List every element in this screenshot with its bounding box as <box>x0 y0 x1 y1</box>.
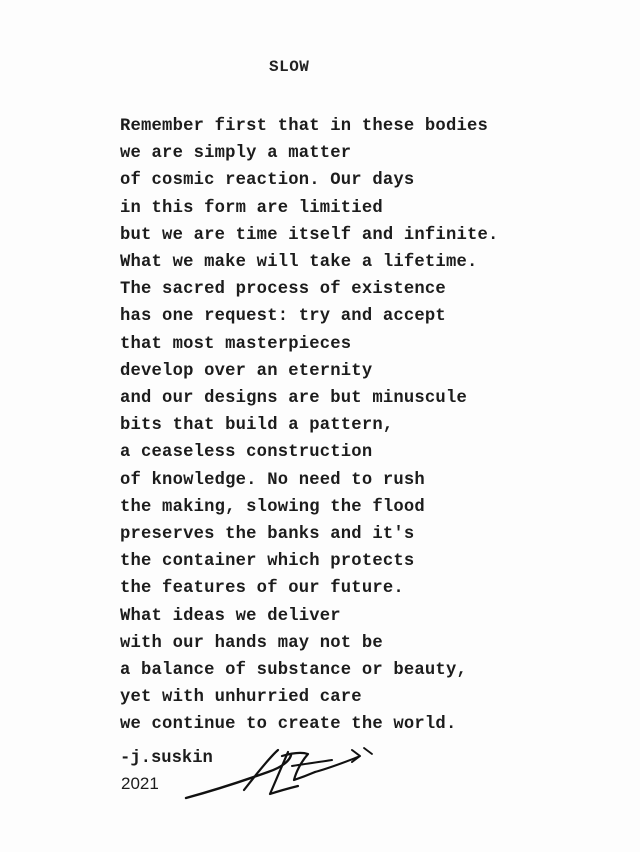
poem-line: the container which protects <box>120 552 415 572</box>
poem-line: we are simply a matter <box>120 144 352 164</box>
poem-line: with our hands may not be <box>120 633 383 653</box>
poem-line: and our designs are but minuscule <box>120 389 467 409</box>
poem-line: has one request: try and accept <box>120 307 446 327</box>
poem-line: the making, slowing the flood <box>120 497 425 517</box>
poem-line: a balance of substance or beauty, <box>120 661 467 681</box>
signature-icon <box>180 742 380 804</box>
poem-year: 2021 <box>121 774 159 793</box>
poem-line: of cosmic reaction. Our days <box>120 171 415 191</box>
poem-line: preserves the banks and it's <box>120 525 415 545</box>
poem-line: What we make will take a lifetime. <box>120 253 478 273</box>
poem-line: bits that build a pattern, <box>120 416 394 436</box>
poem-line: What ideas we deliver <box>120 606 341 626</box>
poem-line: develop over an eternity <box>120 361 373 381</box>
poem-line: but we are time itself and infinite. <box>120 225 499 245</box>
poem-line: in this form are limitied <box>120 198 383 218</box>
poem-body <box>120 113 620 739</box>
poem-title: SLOW <box>269 58 310 76</box>
poem-line: the features of our future. <box>120 579 404 599</box>
poem-author: -j.suskin <box>120 749 213 768</box>
poem-line: that most masterpieces <box>120 334 352 354</box>
poem-line: of knowledge. No need to rush <box>120 470 425 490</box>
poem-line: we continue to create the world. <box>120 715 457 735</box>
poem-line: a ceaseless construction <box>120 443 373 463</box>
poem-line: Remember first that in these bodies <box>120 117 488 136</box>
poem-line: The sacred process of existence <box>120 280 446 300</box>
poem-line: yet with unhurried care <box>120 688 362 708</box>
